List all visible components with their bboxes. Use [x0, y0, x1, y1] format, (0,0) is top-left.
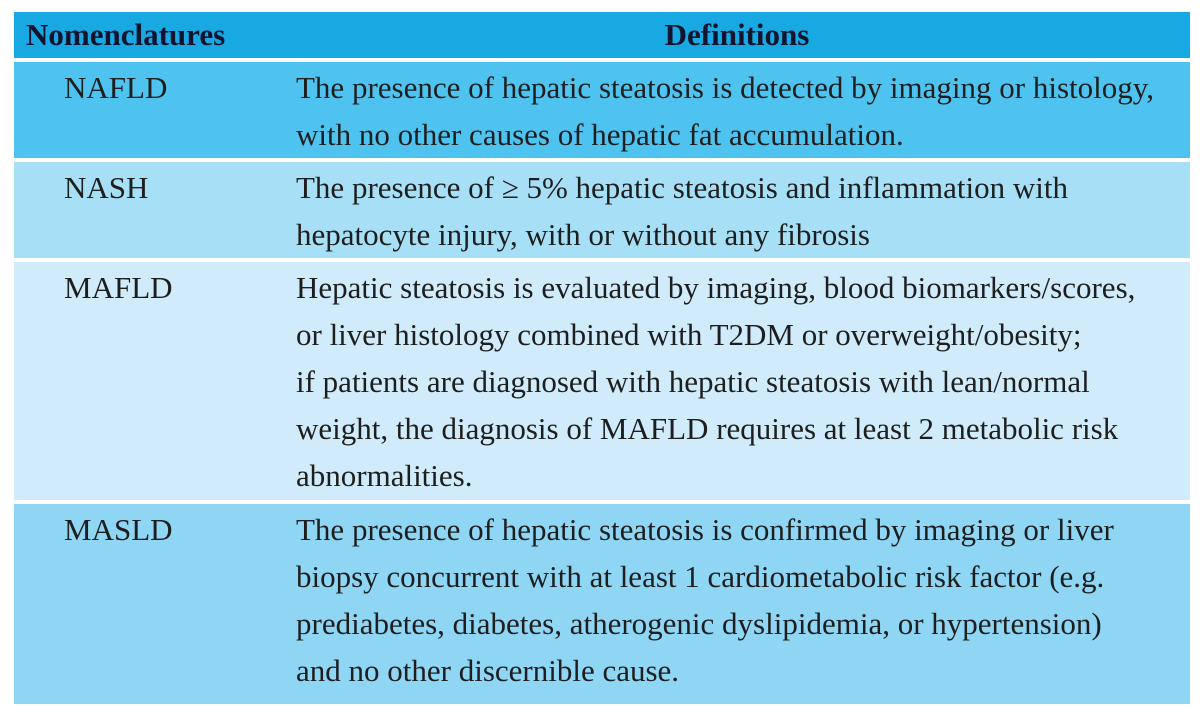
table-row-masld [14, 504, 1190, 704]
nomenclature-nash: NASH [64, 170, 149, 205]
nomenclature-masld: MASLD [64, 512, 173, 547]
table-row-nafld [14, 62, 1190, 158]
definition-line: The presence of hepatic steatosis is detected by imaging or histology, [296, 70, 1154, 105]
definition-line: biopsy concurrent with at least 1 cardiometabolic risk factor (e.g. [296, 559, 1105, 594]
nomenclature-definitions-table [14, 12, 1190, 704]
definition-line: prediabetes, diabetes, atherogenic dyslipidemia, or hypertension) [296, 606, 1102, 641]
definition-line: hepatocyte injury, with or without any fibrosis [296, 217, 870, 252]
nomenclature-nafld: NAFLD [64, 70, 168, 105]
definition-line: and no other discernible cause. [296, 653, 680, 688]
nomenclature-mafld: MAFLD [64, 270, 173, 305]
definition-line: Hepatic steatosis is evaluated by imaging, blood biomarkers/scores, [296, 270, 1136, 305]
definition-masld [284, 504, 1190, 704]
table-header-row [14, 12, 1190, 58]
column-header-nomenclatures: Nomenclatures [26, 17, 226, 52]
table-row-nash [14, 162, 1190, 258]
definition-line: abnormalities. [296, 458, 473, 493]
definition-line: with no other causes of hepatic fat accumulation. [296, 117, 904, 152]
definition-nafld [284, 62, 1190, 158]
column-header-definitions: Definitions [664, 17, 810, 52]
definition-line: if patients are diagnosed with hepatic steatosis with lean/normal [296, 364, 1090, 399]
definition-line: weight, the diagnosis of MAFLD requires at least 2 metabolic risk [296, 411, 1119, 446]
definition-line: The presence of hepatic steatosis is confirmed by imaging or liver [296, 512, 1114, 547]
definition-mafld [284, 262, 1190, 500]
definition-line: The presence of ≥ 5% hepatic steatosis and inflammation with [296, 170, 1068, 205]
definition-nash [284, 162, 1190, 258]
definition-line: or liver histology combined with T2DM or overweight/obesity; [296, 317, 1082, 352]
table-row-mafld [14, 262, 1190, 500]
